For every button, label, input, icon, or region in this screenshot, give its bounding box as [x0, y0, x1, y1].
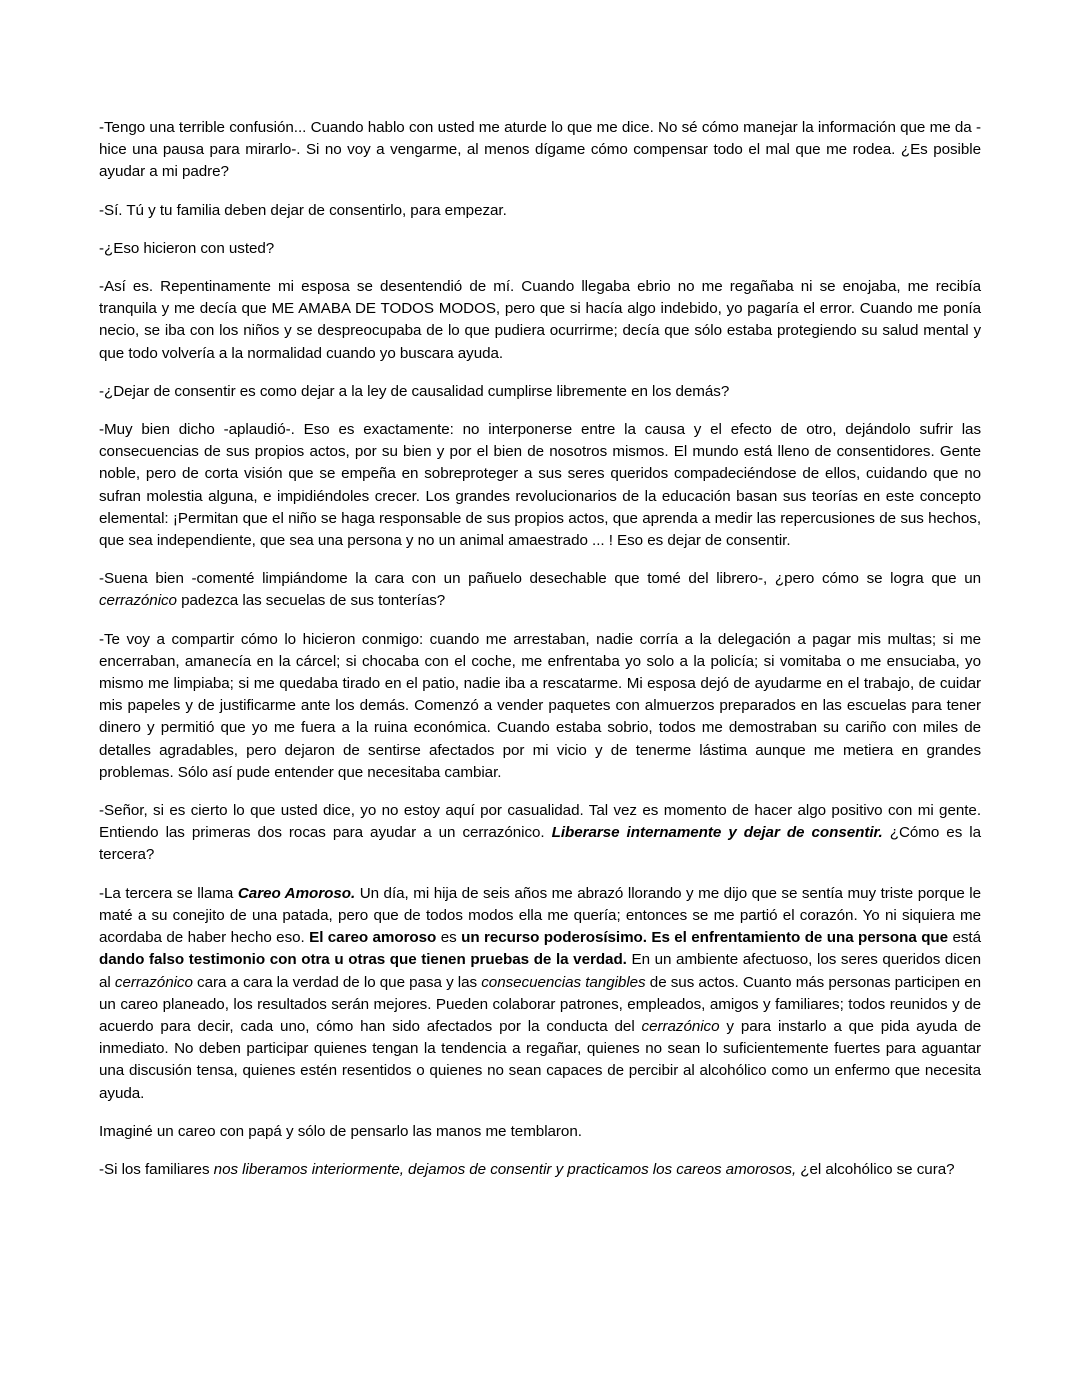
paragraph: -Sí. Tú y tu familia deben dejar de consentirlo, para empezar. [99, 201, 507, 219]
text-run-italic: cerrazónico [641, 1017, 720, 1035]
text-run-italic: nos liberamos interiormente, dejamos de consentir y practicamos los careos amorosos, [213, 1160, 797, 1178]
paragraph: -¿Dejar de consentir es como dejar a la ley de causalidad cumplirse libremente en los demás? [99, 382, 730, 400]
text-run-bold-italic: Careo Amoroso. [237, 884, 356, 902]
paragraph: Imaginé un careo con papá y sólo de pensarlo las manos me temblaron. [99, 1122, 582, 1140]
paragraph: -Suena bien -comenté limpiándome la cara con un pañuelo desechable que tomé del librero-, ¿pero cómo se logra que un cerrazónico padezca las secuelas de sus tonterías? [99, 570, 981, 610]
paragraph: -La tercera se llama Careo Amoroso. Un día, mi hija de seis años me abrazó llorando y me dijo que se sentía muy triste porque le maté a su conejito de una patada, pero que de todos modos ella me quería; entonces se me partió el corazón. Yo ni siquiera me acordaba de haber hecho eso. El careo amoroso es un recurso poderosísimo. Es el enfrentamiento de una persona que está dando falso testimonio con otra u otras que tienen pruebas de la verdad. En un ambiente afectuoso, los seres queridos dicen al cerrazónico cara a cara la verdad de lo que pasa y las consecuencias tangibles de sus actos. Cuanto más personas participen en un careo planeado, los resultados serán mejores. Pueden colaborar patrones, empleados, amigos y familiares; todos reunidos y de acuerdo para decir, cada uno, cómo han sido afectados por la conducta del cerrazónico y para instarlo a que pida ayuda de inmediato. No deben participar quienes tengan la tendencia a regañar, quienes no sean lo suficientemente fuertes para aguantar una discusión tensa, quienes estén resentidos o quienes no sean capaces de percibir al alcohólico como un enfermo que necesita ayuda. [99, 884, 981, 1102]
text-run-italic: consecuencias tangibles [481, 973, 646, 991]
text-run-bold-italic: Liberarse internamente y dejar de consentir. [551, 824, 883, 842]
paragraph: -Así es. Repentinamente mi esposa se desentendió de mí. Cuando llegaba ebrio no me regañaba ni se enojaba, me recibía tranquila y me decía que ME AMABA DE TODOS MODOS, pero que si hacía algo indebido, yo pagaría el error. Cuando me ponía necio, se iba con los niños y se despreocupaba de lo que pudiera ocurrirme; decía que sólo estaba protegiendo su salud mental y que todo volvería a la normalidad cuando yo buscara ayuda. [99, 278, 981, 362]
text-run-italic: cerrazónico [114, 973, 193, 991]
paragraph: -Si los familiares nos liberamos interiormente, dejamos de consentir y practicamos los careos amorosos, ¿el alcohólico se cura? [99, 1160, 955, 1178]
text-run-bold: El careo amoroso [309, 929, 437, 947]
body-text-column [99, 117, 981, 1181]
paragraph: -¿Eso hicieron con usted? [99, 239, 275, 257]
paragraph: -Tengo una terrible confusión... Cuando hablo con usted me aturde lo que me dice. No sé cómo manejar la información que me da -hice una pausa para mirarlo-. Si no voy a vengarme, al menos dígame cómo compensar todo el mal que me rodea. ¿Es posible ayudar a mi padre? [99, 119, 981, 181]
paragraph: -Muy bien dicho -aplaudió-. Eso es exactamente: no interponerse entre la causa y el efecto de otro, dejándolo sufrir las consecuencias de sus propios actos, por su bien y por el bien de nosotros mismos. El mundo está lleno de consentidores. Gente noble, pero de corta visión que se empeña en sobreproteger a sus seres queridos compadeciéndose de ellos, cuidando que no sufran molestia alguna, e impidiéndoles crecer. Los grandes revolucionarios de la educación basan sus teorías en este concepto elemental: ¡Permitan que el niño se haga responsable de sus propios actos, que aprenda a medir las repercusiones de sus hechos, que sea independiente, que sea una persona y no un animal amaestrado ... ! Eso es dejar de consentir. [99, 421, 981, 550]
paragraph: -Te voy a compartir cómo lo hicieron conmigo: cuando me arrestaban, nadie corría a la delegación a pagar mis multas; si me encerraban, amanecía en la cárcel; si chocaba con el coche, me enfrentaba yo solo a la policía; si vomitaba o me ensuciaba, yo mismo me limpiaba; si me quedaba tirado en el patio, nadie iba a rescatarme. Mi esposa dejó de ayudarme en el trabajo, de cuidar mis papeles y de justificarme ante los demás. Comenzó a vender paquetes con almuerzos preparados en las escuelas para tener dinero y permitió que yo me fuera a la ruina económica. Cuando estaba sobrio, todos me demostraban su cariño con miles de detalles agradables, pero dejaron de sentirse afectados por mi vicio y de tenerme lástima aunque me metiera en grandes problemas. Sólo así pude entender que necesitaba cambiar. [99, 630, 981, 781]
paragraph: -Señor, si es cierto lo que usted dice, yo no estoy aquí por casualidad. Tal vez es momento de hacer algo positivo con mi gente. Entiendo las primeras dos rocas para ayudar a un cerrazónico. Liberarse internamente y dejar de consentir. ¿Cómo es la tercera? [99, 802, 981, 864]
text-run-bold: dando falso testimonio con otra u otras que tienen pruebas de la verdad. [99, 951, 627, 969]
text-run-italic: cerrazónico [99, 592, 177, 610]
text-run-bold: un recurso poderosísimo. Es el enfrentamiento de una persona que [461, 929, 949, 947]
